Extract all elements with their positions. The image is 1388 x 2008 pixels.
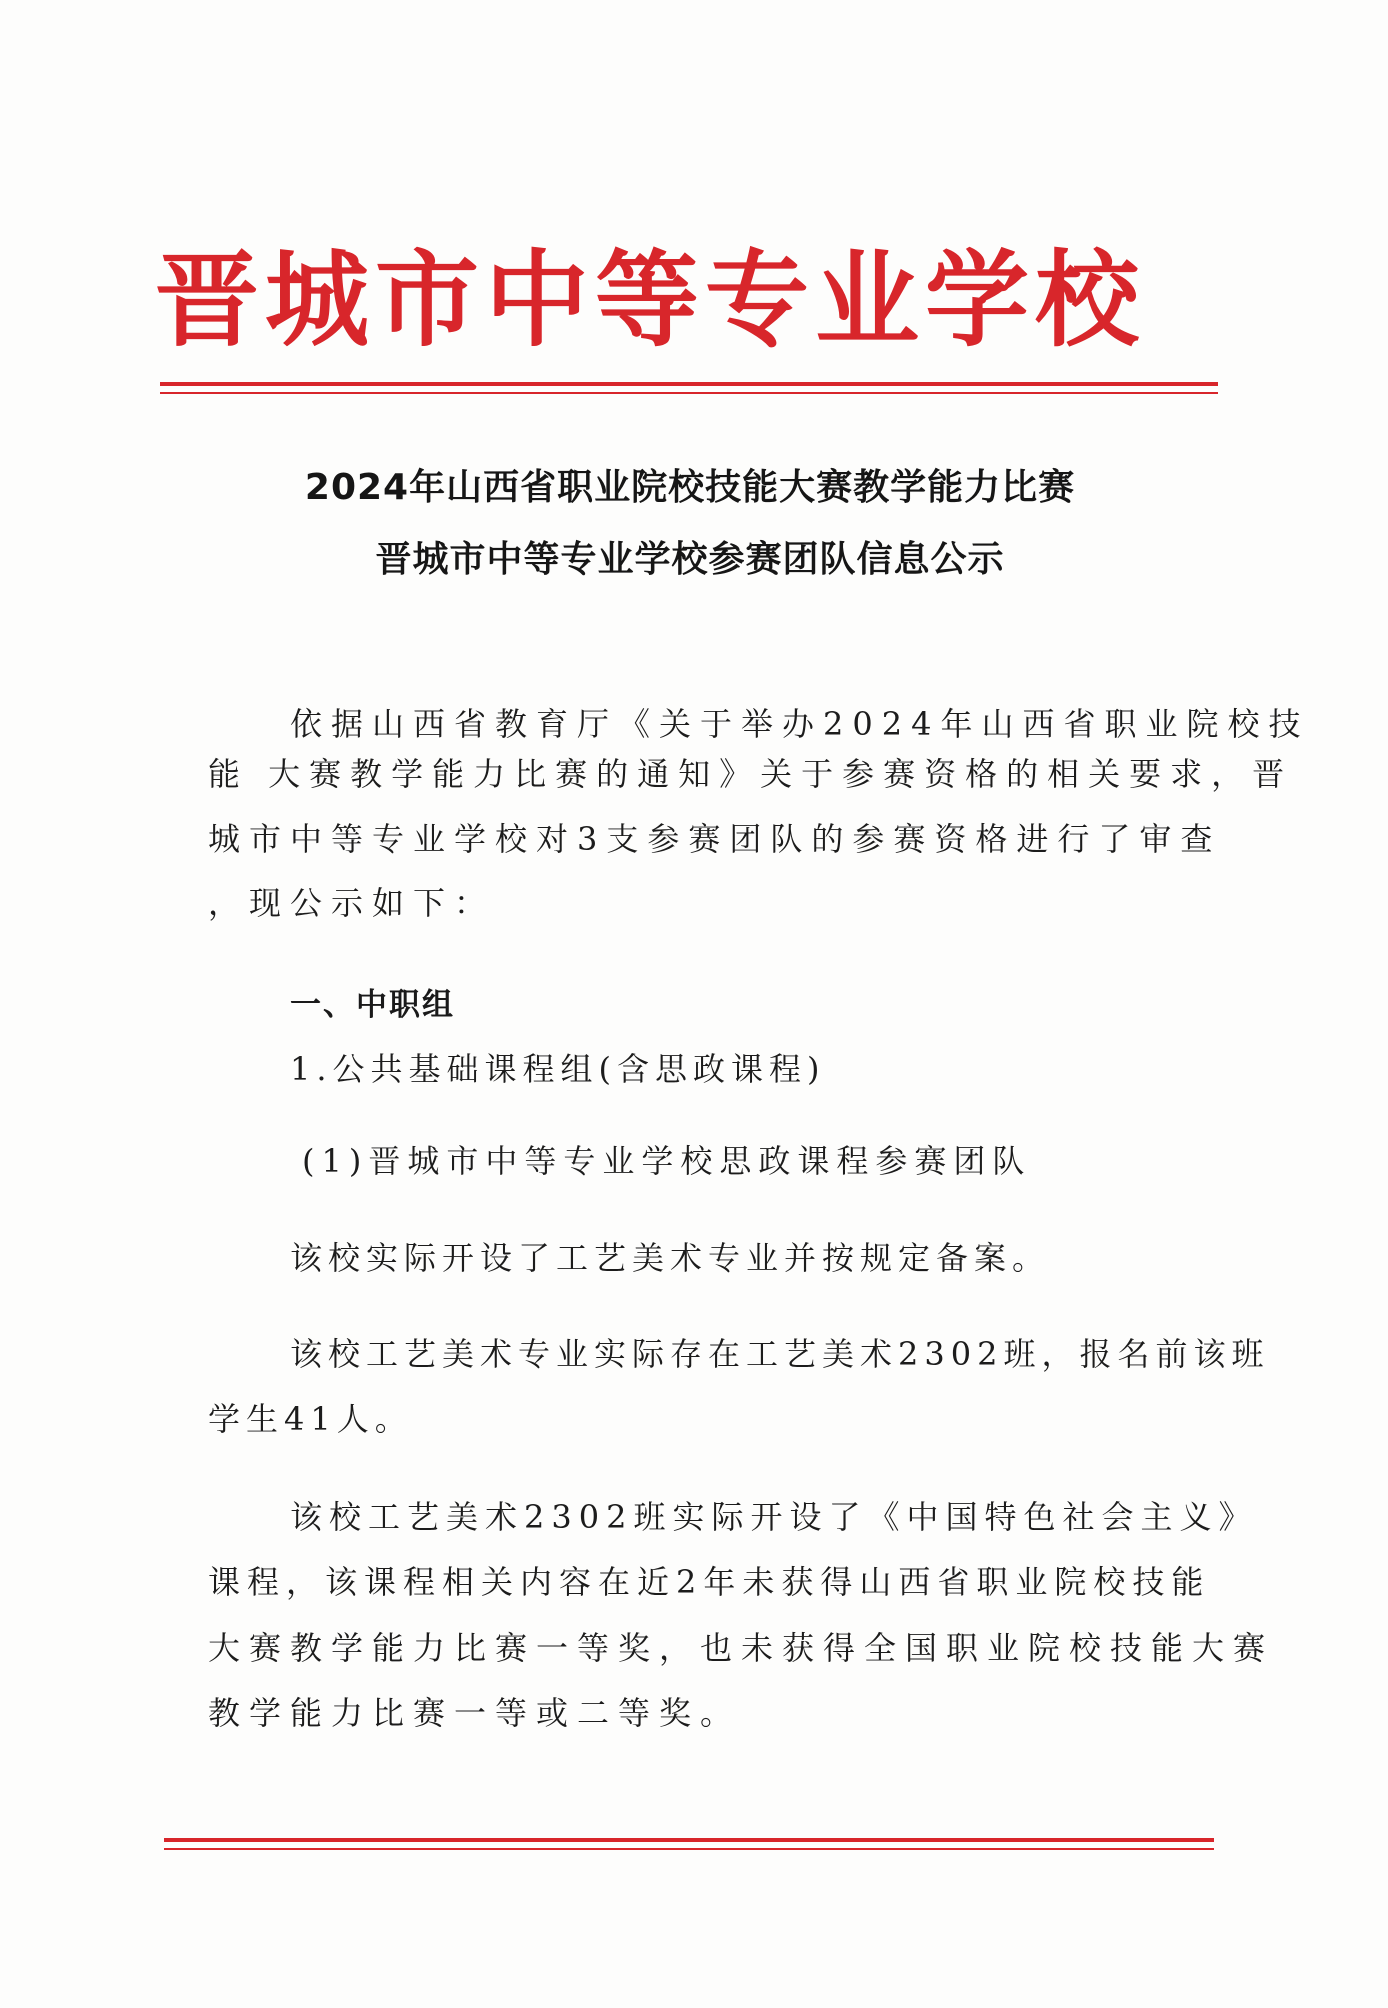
- paragraph-2-line-2: 学生41人。: [208, 1400, 413, 1438]
- intro-line-1: 依据山西省教育厅《关于举办2024年山西省职业院校技: [290, 705, 1310, 743]
- group-heading: 1.公共基础课程组(含思政课程): [290, 1050, 826, 1088]
- paragraph-2-line-1: 该校工艺美术专业实际存在工艺美术2302班，报名前该班: [290, 1335, 1270, 1373]
- paragraph-3-line-3: 大赛教学能力比赛一等奖，也未获得全国职业院校技能大赛: [208, 1629, 1275, 1667]
- paragraph-3-line-4: 教学能力比赛一等或二等奖。: [208, 1694, 742, 1732]
- paragraph-1: 该校实际开设了工艺美术专业并按规定备案。: [290, 1239, 1051, 1277]
- letterhead-red-rule: [160, 382, 1218, 394]
- paragraph-3-line-2: 课程，该课程相关内容在近2年未获得山西省职业院校技能: [208, 1563, 1211, 1601]
- footer-red-rule: [164, 1838, 1214, 1850]
- intro-line-4: ，现公示如下：: [208, 884, 496, 922]
- letterhead-title: 晋城市中等专业学校: [154, 238, 1145, 361]
- document-title-line-1: 2024年山西省职业院校技能大赛教学能力比赛: [304, 467, 1076, 508]
- intro-line-3: 城市中等专业学校对3支参赛团队的参赛资格进行了审查: [208, 820, 1222, 858]
- paragraph-3-line-1: 该校工艺美术2302班实际开设了《中国特色社会主义》: [290, 1498, 1258, 1536]
- section-heading: 一、中职组: [290, 987, 455, 1023]
- document-title-line-2: 晋城市中等专业学校参赛团队信息公示: [375, 539, 1005, 580]
- team-heading: (1)晋城市中等专业学校思政课程参赛团队: [302, 1142, 1032, 1180]
- intro-line-2: 能 大赛教学能力比赛的通知》关于参赛资格的相关要求，晋: [208, 755, 1294, 793]
